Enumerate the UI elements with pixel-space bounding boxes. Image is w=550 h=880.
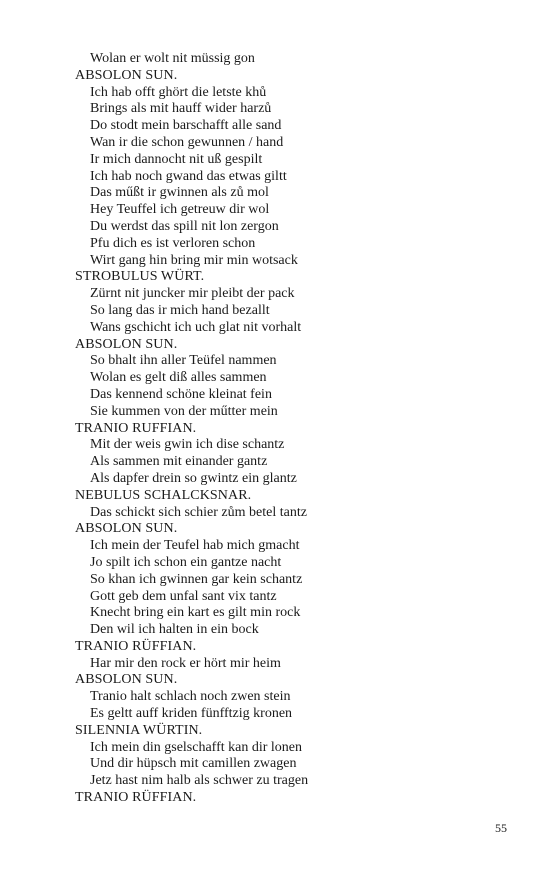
verse-line: Ich mein din gselschafft kan dir lonen — [90, 739, 303, 755]
speaker-name: ABSOLON SUN. — [75, 672, 178, 688]
speaker-name: TRANIO RÜFFIAN. — [75, 790, 197, 806]
verse-line: So khan ich gwinnen gar kein schantz — [90, 571, 303, 587]
speaker-name: ABSOLON SUN. — [75, 336, 178, 352]
verse-line: Ir mich dannocht nit uß gespilt — [90, 151, 263, 167]
verse-line: Do stodt mein barschafft alle sand — [90, 118, 282, 134]
verse-line: Du werdst das spill nit lon zergon — [90, 218, 279, 234]
verse-line: Und dir hüpsch mit camillen zwagen — [90, 756, 297, 772]
verse-line: Als dapfer drein so gwintz ein glantz — [90, 470, 297, 486]
speaker-name: ABSOLON SUN. — [75, 67, 178, 83]
verse-line: Mit der weis gwin ich dise schantz — [90, 437, 285, 453]
verse-line: Knecht bring ein kart es gilt min rock — [90, 605, 301, 621]
verse-line: Ich hab offt ghört die letste khů — [90, 84, 267, 100]
speaker-name: STROBULUS WÜRT. — [75, 269, 205, 285]
verse-line: Zürnt nit juncker mir pleibt der pack — [90, 286, 295, 302]
verse-line: Als sammen mit einander gantz — [90, 454, 268, 470]
speaker-name: NEBULUS SCHALCKSNAR. — [75, 487, 252, 503]
verse-line: Wirt gang hin bring mir min wotsack — [90, 252, 298, 268]
verse-line: Wolan er wolt nit müssig gon — [90, 51, 255, 66]
verse-line: Den wil ich halten in ein bock — [90, 622, 259, 638]
verse-line: Das műßt ir gwinnen als zů mol — [90, 185, 269, 201]
speaker-name: TRANIO RÜFFIAN. — [75, 638, 197, 654]
verse-line: Ich hab noch gwand das etwas giltt — [90, 168, 287, 184]
speaker-name: SILENNIA WÜRTIN. — [75, 722, 203, 738]
verse-line: Sie kummen von der műtter mein — [90, 403, 278, 419]
verse-line: Brings als mit hauff wider harzů — [90, 101, 272, 117]
play-text-block — [75, 51, 515, 807]
verse-line: So lang das ir mich hand bezallt — [90, 302, 270, 318]
verse-line: Jetz hast nim halb als schwer zu tragen — [90, 773, 309, 789]
verse-line: Pfu dich es ist verloren schon — [90, 235, 256, 251]
verse-line: Das schickt sich schier zům betel tantz — [90, 504, 307, 520]
speaker-name: ABSOLON SUN. — [75, 521, 178, 537]
verse-line: Har mir den rock er hört mir heim — [90, 655, 281, 671]
page-number: 55 — [495, 821, 507, 835]
verse-line: Jo spilt ich schon ein gantze nacht — [90, 554, 282, 570]
verse-line: Tranio halt schlach noch zwen stein — [90, 689, 291, 705]
speaker-name: TRANIO RUFFIAN. — [75, 420, 197, 436]
verse-line: Wans gschicht ich uch glat nit vorhalt — [90, 319, 302, 335]
verse-line: Gott geb dem unfal sant vix tantz — [90, 588, 277, 604]
verse-line: Hey Teuffel ich getreuw dir wol — [90, 202, 270, 218]
verse-line: Das kennend schöne kleinat fein — [90, 386, 272, 402]
verse-line: So bhalt ihn aller Teüfel nammen — [90, 353, 277, 369]
verse-line: Ich mein der Teufel hab mich gmacht — [90, 538, 300, 554]
verse-line: Wolan es gelt diß alles sammen — [90, 370, 267, 386]
verse-line: Wan ir die schon gewunnen / hand — [90, 134, 284, 150]
verse-line: Es geltt auff kriden fünfftzig kronen — [90, 706, 293, 722]
